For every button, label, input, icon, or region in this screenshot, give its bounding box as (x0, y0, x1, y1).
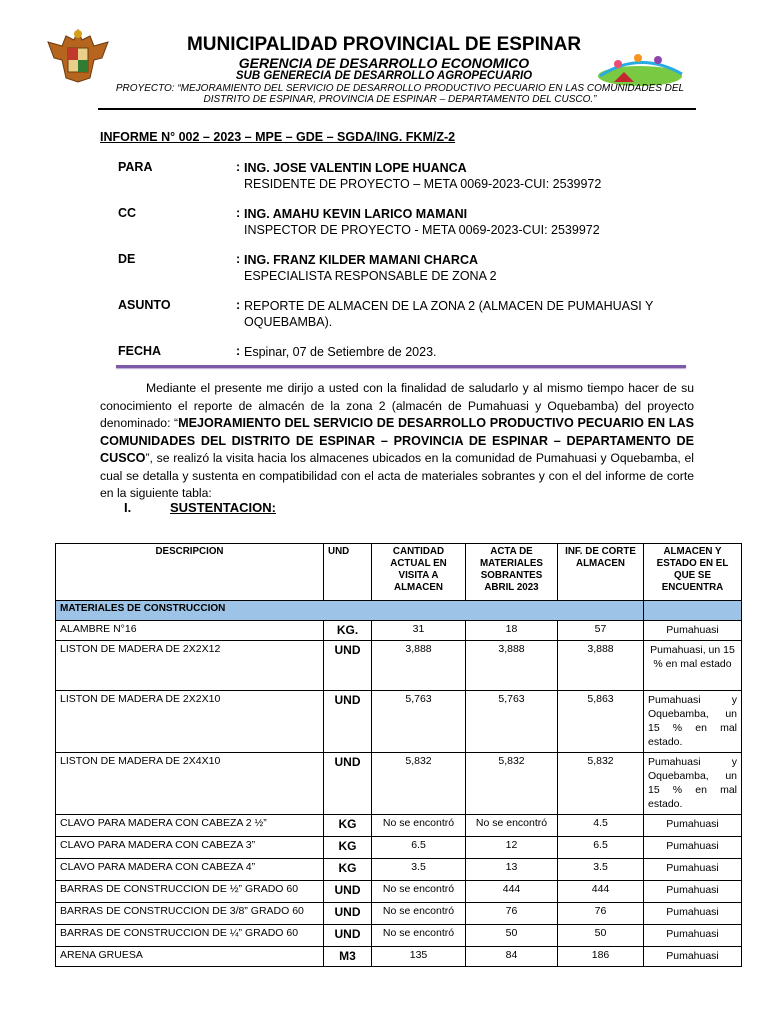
cell-acta: 5,832 (466, 753, 558, 815)
table-row (56, 881, 742, 903)
para-value (244, 160, 601, 192)
section-title: SUSTENTACION: (170, 500, 276, 515)
cell-cantidad: No se encontró (372, 815, 466, 837)
cell-cantidad: 6.5 (372, 837, 466, 859)
table-row (56, 925, 742, 947)
cell-descripcion: ARENA GRUESA (56, 947, 324, 967)
asunto-line1: REPORTE DE ALMACEN DE LA ZONA 2 (ALMACEN DE PUMAHUASI Y (244, 299, 654, 313)
cell-descripcion: CLAVO PARA MADERA CON CABEZA 2 ½” (56, 815, 324, 837)
cell-cantidad: 3.5 (372, 859, 466, 881)
cell-corte: 5,832 (558, 753, 644, 815)
cell-descripcion: CLAVO PARA MADERA CON CABEZA 3” (56, 837, 324, 859)
cell-cantidad: No se encontró (372, 881, 466, 903)
cell-und: UND (324, 903, 372, 925)
header-proyecto-line1: PROYECTO: “MEJORAMIENTO DEL SERVICIO DE DESARROLLO PRODUCTIVO PECUARIO EN LAS COMUNIDADES DEL (115, 83, 685, 94)
cell-acta: 13 (466, 859, 558, 881)
body-intro: Mediante el presente me dirijo a usted con la finalidad de saludarlo y al mismo tiempo hacer de su conocimiento el reporte de almacén de la zona 2 (almacén de Pumahuasi y Oquebamba) del proyecto denominado: “ (100, 381, 694, 430)
cell-corte: 444 (558, 881, 644, 903)
cell-descripcion: ALAMBRE N°16 (56, 621, 324, 641)
cell-estado: Pumahuasi y Oquebamba, un 15 % en mal estado. (644, 753, 742, 815)
cell-acta: 12 (466, 837, 558, 859)
table-header-row (56, 544, 742, 601)
cell-cantidad: No se encontró (372, 903, 466, 925)
cell-und: KG (324, 859, 372, 881)
para-name: ING. JOSE VALENTIN LOPE HUANCA (244, 161, 467, 175)
para-label: PARA (118, 160, 153, 174)
section-number: I. (124, 500, 132, 515)
cell-estado: Pumahuasi (644, 925, 742, 947)
cell-estado: Pumahuasi (644, 947, 742, 967)
header-proyecto-line2: DISTRITO DE ESPINAR, PROVINCIA DE ESPINAR – DEPARTAMENTO DEL CUSCO.” (203, 94, 597, 105)
header-estado: ALMACEN Y ESTADO EN EL QUE SE ENCUENTRA (644, 544, 742, 601)
cell-corte: 186 (558, 947, 644, 967)
cell-acta: 50 (466, 925, 558, 947)
header-title: MUNICIPALIDAD PROVINCIAL DE ESPINAR (186, 34, 582, 55)
cell-estado: Pumahuasi y Oquebamba, un 15 % en mal estado. (644, 691, 742, 753)
de-role: ESPECIALISTA RESPONSABLE DE ZONA 2 (244, 269, 497, 283)
cell-cantidad: 135 (372, 947, 466, 967)
de-name: ING. FRANZ KILDER MAMANI CHARCA (244, 253, 479, 267)
table-row (56, 947, 742, 967)
cell-und: UND (324, 881, 372, 903)
table-row (56, 837, 742, 859)
cell-acta: 3,888 (466, 641, 558, 691)
informe-number: INFORME N° 002 – 2023 – MPE – GDE – SGDA/ING. FKM/Z-2 (100, 130, 456, 144)
cell-corte: 3.5 (558, 859, 644, 881)
asunto-value (244, 298, 653, 330)
cc-name: ING. AMAHU KEVIN LARICO MAMANI (244, 207, 468, 221)
cc-label: CC (118, 206, 137, 220)
de-colon: : (236, 252, 241, 266)
cell-cantidad: 31 (372, 621, 466, 641)
category-label: MATERIALES DE CONSTRUCCION (56, 601, 644, 621)
cell-estado: Pumahuasi (644, 815, 742, 837)
cell-estado: Pumahuasi (644, 903, 742, 925)
cc-value (244, 206, 600, 238)
cell-descripcion: LISTON DE MADERA DE 2X2X10 (56, 691, 324, 753)
cell-und: UND (324, 691, 372, 753)
cell-acta: 76 (466, 903, 558, 925)
cell-corte: 5,863 (558, 691, 644, 753)
cell-und: KG (324, 815, 372, 837)
table-row (56, 859, 742, 881)
cell-und: UND (324, 925, 372, 947)
cell-acta: No se encontró (466, 815, 558, 837)
cell-und: M3 (324, 947, 372, 967)
fecha-value: Espinar, 07 de Setiembre de 2023. (244, 345, 437, 359)
cell-corte: 6.5 (558, 837, 644, 859)
cell-cantidad: 5,832 (372, 753, 466, 815)
header-acta: ACTA DE MATERIALES SOBRANTES ABRIL 2023 (466, 544, 558, 601)
cell-acta: 18 (466, 621, 558, 641)
fecha-label: FECHA (118, 344, 162, 358)
cell-und: UND (324, 753, 372, 815)
cell-cantidad: No se encontró (372, 925, 466, 947)
cell-estado: Pumahuasi, un 15 % en mal estado (644, 641, 742, 691)
cell-corte: 50 (558, 925, 644, 947)
header-und: UND (324, 544, 372, 601)
cell-descripcion: BARRAS DE CONSTRUCCION DE ¼” GRADO 60 (56, 925, 324, 947)
memo-divider (116, 365, 686, 368)
cell-corte: 3,888 (558, 641, 644, 691)
cell-corte: 57 (558, 621, 644, 641)
header-divider (98, 108, 696, 110)
cell-descripcion: LISTON DE MADERA DE 2X4X10 (56, 753, 324, 815)
cell-corte: 76 (558, 903, 644, 925)
cell-estado: Pumahuasi (644, 859, 742, 881)
asunto-colon: : (236, 298, 241, 312)
header-cantidad: CANTIDAD ACTUAL EN VISITA A ALMACEN (372, 544, 466, 601)
fecha-colon: : (236, 344, 241, 358)
header-subtitle: GERENCIA DE DESARROLLO ECONOMICO (238, 55, 530, 71)
para-colon: : (236, 160, 241, 174)
cell-descripcion: LISTON DE MADERA DE 2X2X12 (56, 641, 324, 691)
table-row (56, 691, 742, 753)
cell-und: KG. (324, 621, 372, 641)
table-row (56, 621, 742, 641)
table-row (56, 641, 742, 691)
category-row (56, 601, 742, 621)
header-corte: INF. DE CORTE ALMACEN (558, 544, 644, 601)
cell-descripcion: CLAVO PARA MADERA CON CABEZA 4” (56, 859, 324, 881)
header-proyecto (100, 83, 700, 105)
cell-und: KG (324, 837, 372, 859)
cell-estado: Pumahuasi (644, 837, 742, 859)
cell-estado: Pumahuasi (644, 621, 742, 641)
de-value (244, 252, 497, 284)
cell-descripcion: BARRAS DE CONSTRUCCION DE ½” GRADO 60 (56, 881, 324, 903)
asunto-label: ASUNTO (118, 298, 171, 312)
cell-und: UND (324, 641, 372, 691)
cc-colon: : (236, 206, 241, 220)
materials-table (55, 543, 742, 967)
para-role: RESIDENTE DE PROYECTO – META 0069-2023-CUI: 2539972 (244, 177, 602, 191)
header-descripcion: DESCRIPCION (56, 544, 324, 601)
body-paragraph (100, 380, 694, 503)
body-project-name: MEJORAMIENTO DEL SERVICIO DE DESARROLLO PRODUCTIVO PECUARIO EN LAS COMUNIDADES DEL DISTRITO DE ESPINAR – PROVINCIA DE ESPINAR – DEPARTAMENTO DE CUSCO (100, 416, 694, 465)
table-row (56, 903, 742, 925)
cell-cantidad: 3,888 (372, 641, 466, 691)
cell-acta: 444 (466, 881, 558, 903)
cell-estado: Pumahuasi (644, 881, 742, 903)
de-label: DE (118, 252, 136, 266)
category-empty-cell (644, 601, 742, 621)
cell-acta: 5,763 (466, 691, 558, 753)
table-row (56, 753, 742, 815)
cell-corte: 4.5 (558, 815, 644, 837)
cell-cantidad: 5,763 (372, 691, 466, 753)
cc-role: INSPECTOR DE PROYECTO - META 0069-2023-CUI: 2539972 (244, 223, 600, 237)
asunto-line2: OQUEBAMBA). (244, 315, 333, 329)
header-subgerencia: SUB GENERECIA DE DESARROLLO AGROPECUARIO (235, 70, 533, 82)
table-row (56, 815, 742, 837)
cell-acta: 84 (466, 947, 558, 967)
body-outro: ”, se realizó la visita hacia los almacenes ubicados en la comunidad de Pumahuasi y Oquebamba, el cual se detalla y sustenta en compatibilidad con el acta de materiales sobrantes y con el del informe de corte en la siguiente tabla: (100, 451, 694, 500)
cell-descripcion: BARRAS DE CONSTRUCCION DE 3/8” GRADO 60 (56, 903, 324, 925)
